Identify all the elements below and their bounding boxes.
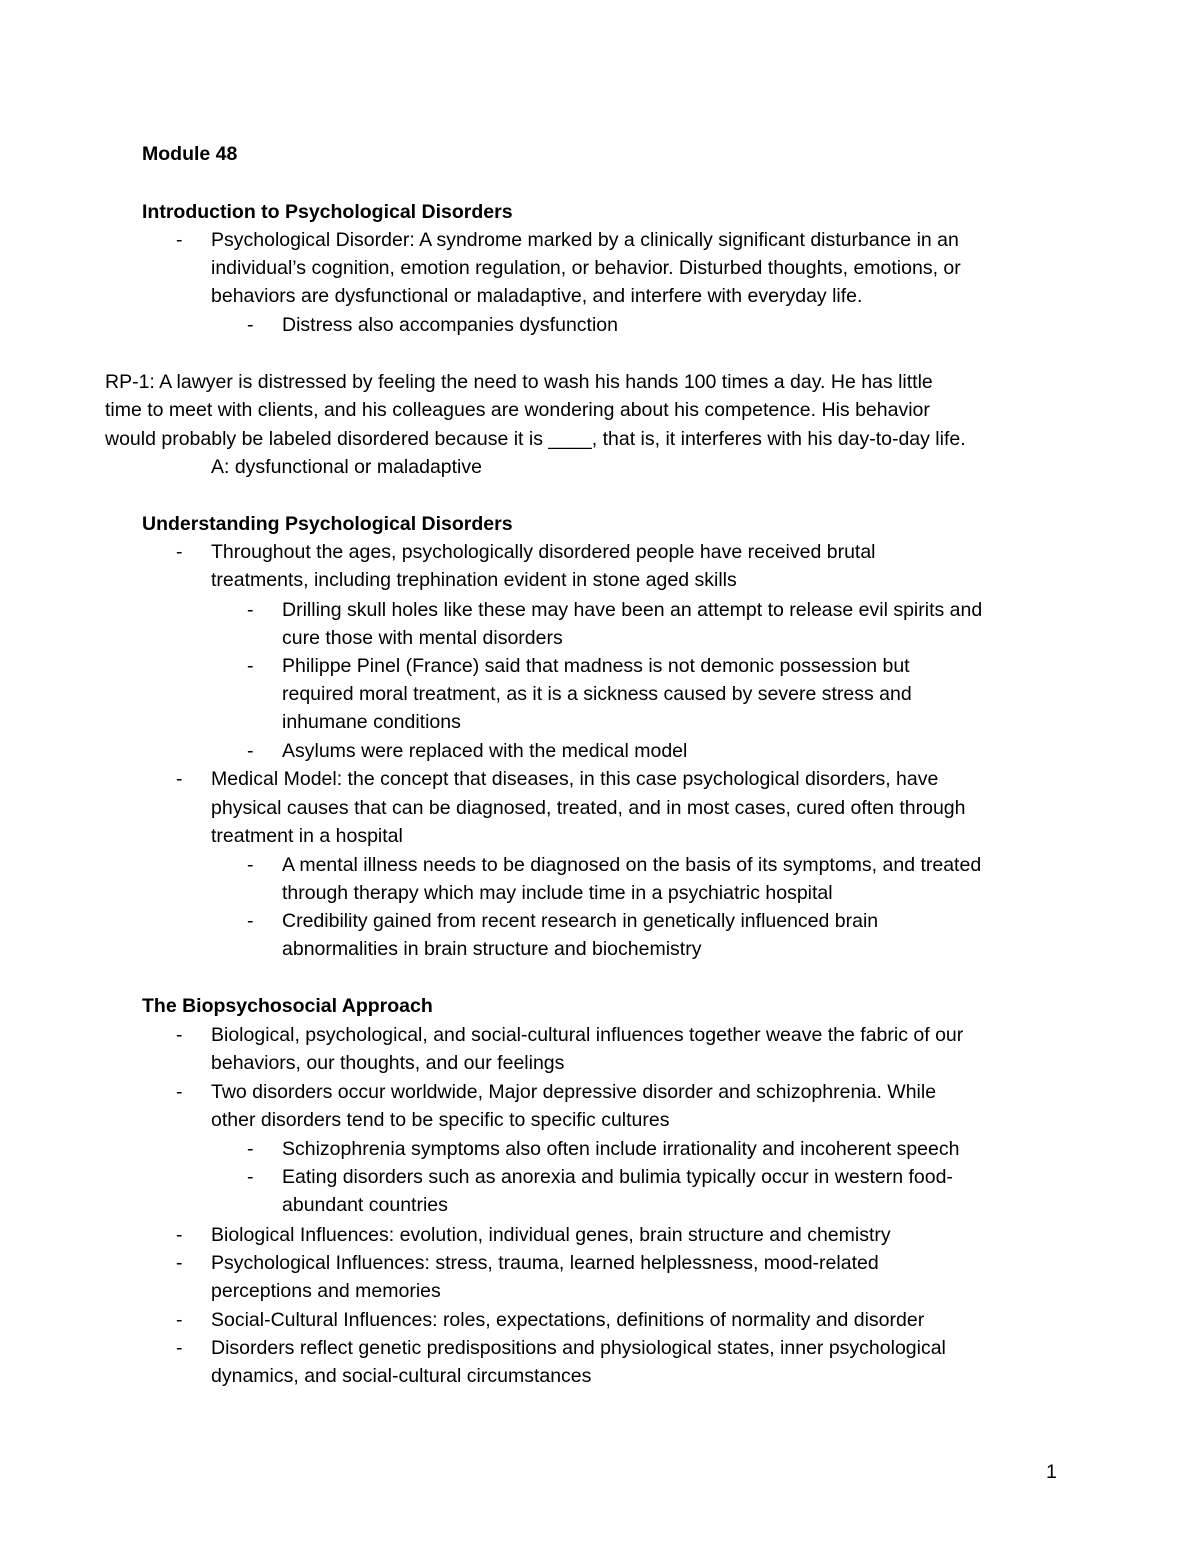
page-number: 1 [1046,1461,1057,1483]
sub-bullet-text-line: Eating disorders such as anorexia and bulimia typically occur in western food- [282,1166,953,1188]
bullet-text-line: Two disorders occur worldwide, Major depressive disorder and schizophrenia. While [211,1081,937,1103]
bullet-dash: - [176,541,183,563]
sub-bullet-dash: - [247,910,254,932]
review-question-line: RP-1: A lawyer is distressed by feeling the need to wash his hands 100 times a day. He has little [105,371,933,393]
bullet-text-line: Throughout the ages, psychologically disordered people have received brutal [211,541,876,563]
sub-bullet-text-line: abnormalities in brain structure and biochemistry [282,938,702,960]
bullet-dash: - [176,229,183,251]
review-question-line: would probably be labeled disordered because it is ____, that is, it interferes with his day-to-day life. [105,428,966,450]
sub-bullet-text-line: Credibility gained from recent research in genetically influenced brain [282,910,879,932]
section-heading-biopsychosocial: The Biopsychosocial Approach [142,995,433,1017]
bullet-text-line: Psychological Influences: stress, trauma, learned helplessness, mood-related [211,1252,879,1274]
bullet-text-line: other disorders tend to be specific to specific cultures [211,1109,670,1131]
sub-bullet-text-line: Drilling skull holes like these may have been an attempt to release evil spirits and [282,599,983,621]
bullet-text-line: Social-Cultural Influences: roles, expectations, definitions of normality and disorder [211,1309,925,1331]
sub-bullet-text-line: required moral treatment, as it is a sickness caused by severe stress and [282,683,912,705]
sub-bullet-dash: - [247,854,254,876]
sub-bullet-text-line: Schizophrenia symptoms also often include irrationality and incoherent speech [282,1138,960,1160]
sub-bullet-text-line: through therapy which may include time in a psychiatric hospital [282,882,833,904]
bullet-text-line: behaviors are dysfunctional or maladaptive, and interfere with everyday life. [211,285,863,307]
sub-bullet-text-line: A mental illness needs to be diagnosed on the basis of its symptoms, and treated [282,854,982,876]
sub-bullet-dash: - [247,1138,254,1160]
bullet-text-line: Medical Model: the concept that diseases, in this case psychological disorders, have [211,768,939,790]
sub-bullet-dash: - [247,1166,254,1188]
review-question-line: time to meet with clients, and his colleagues are wondering about his competence. His behavior [105,399,930,421]
sub-bullet-text-line: Asylums were replaced with the medical model [282,740,688,762]
bullet-text-line: treatment in a hospital [211,825,403,847]
sub-bullet-dash: - [247,740,254,762]
bullet-text-line: treatments, including trephination evident in stone aged skills [211,569,737,591]
bullet-dash: - [176,1024,183,1046]
bullet-text-line: Biological, psychological, and social-cultural influences together weave the fabric of our [211,1024,964,1046]
bullet-text-line: Psychological Disorder: A syndrome marked by a clinically significant disturbance in an [211,229,959,251]
bullet-dash: - [176,1309,183,1331]
bullet-dash: - [176,1337,183,1359]
sub-bullet-text-line: abundant countries [282,1194,448,1216]
section-heading-understanding: Understanding Psychological Disorders [142,513,513,535]
bullet-text-line: perceptions and memories [211,1280,441,1302]
review-answer: A: dysfunctional or maladaptive [211,456,482,478]
sub-bullet-text-line: cure those with mental disorders [282,627,563,649]
bullet-dash: - [176,1252,183,1274]
bullet-dash: - [176,768,183,790]
sub-bullet-text-line: inhumane conditions [282,711,461,733]
bullet-dash: - [176,1224,183,1246]
bullet-dash: - [176,1081,183,1103]
sub-bullet-text-line: Philippe Pinel (France) said that madness is not demonic possession but [282,655,910,677]
section-heading-introduction: Introduction to Psychological Disorders [142,201,513,223]
sub-bullet-dash: - [247,314,254,336]
module-title: Module 48 [142,143,238,165]
bullet-text-line: Biological Influences: evolution, individual genes, brain structure and chemistry [211,1224,891,1246]
bullet-text-line: dynamics, and social-cultural circumstances [211,1365,592,1387]
sub-bullet-text-line: Distress also accompanies dysfunction [282,314,618,336]
sub-bullet-dash: - [247,599,254,621]
bullet-text-line: individual’s cognition, emotion regulation, or behavior. Disturbed thoughts, emotions, or [211,257,961,279]
bullet-text-line: behaviors, our thoughts, and our feelings [211,1052,565,1074]
bullet-text-line: physical causes that can be diagnosed, treated, and in most cases, cured often through [211,797,966,819]
bullet-text-line: Disorders reflect genetic predispositions and physiological states, inner psychological [211,1337,946,1359]
sub-bullet-dash: - [247,655,254,677]
